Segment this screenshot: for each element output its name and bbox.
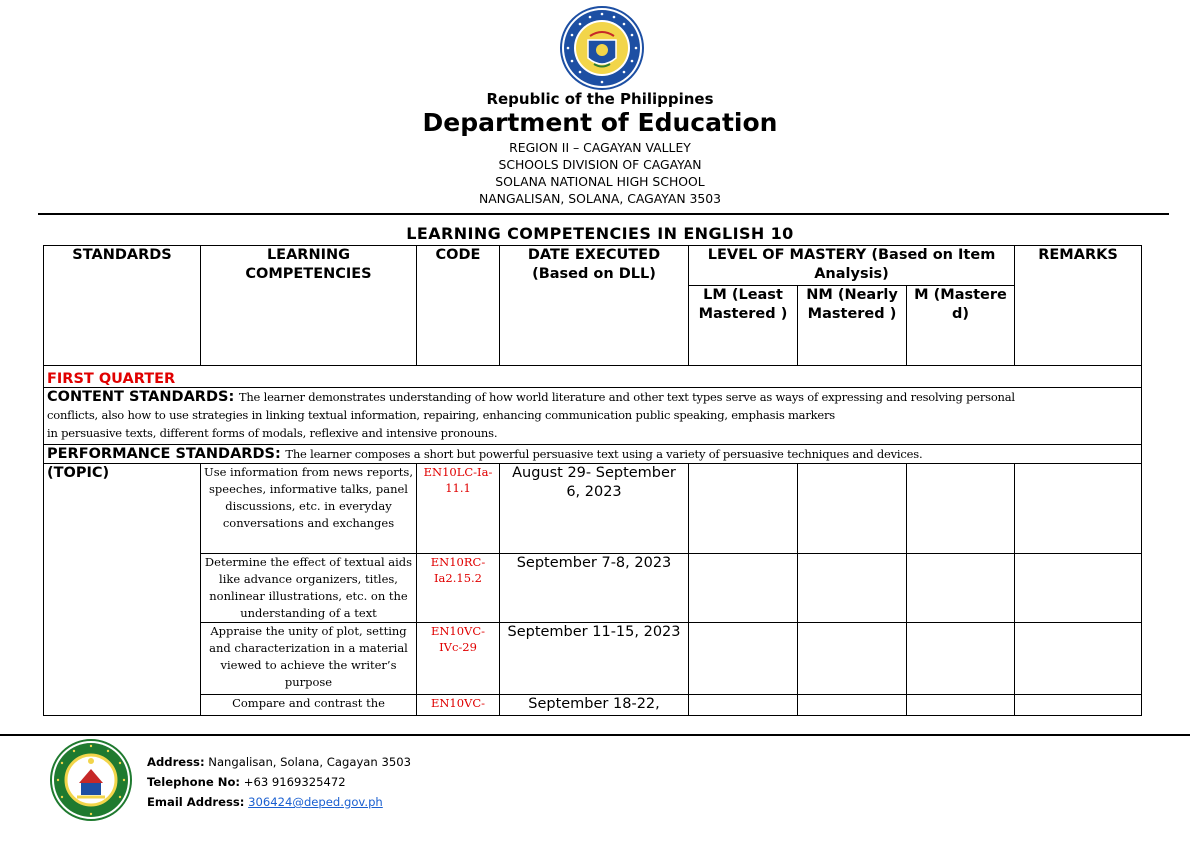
content-standards-row <box>44 388 1142 445</box>
header-nm: NM (Nearly Mastered ) <box>798 286 907 366</box>
performance-standards-text: The learner composes a short but powerful persuasive text using a variety of persuasive techniques and devices. <box>285 447 923 461</box>
division-line: SCHOOLS DIVISION OF CAGAYAN <box>498 157 702 172</box>
header-learning-competencies: LEARNING COMPETENCIES <box>201 246 417 366</box>
email-label: Email Address: <box>147 795 245 809</box>
telephone-label: Telephone No: <box>147 775 241 789</box>
competency-cell: Appraise the unity of plot, setting and characterization in a material viewed to achieve the writer’s purpose <box>201 623 417 695</box>
content-standards-label: CONTENT STANDARDS: <box>47 389 235 405</box>
header-remarks: REMARKS <box>1015 246 1142 366</box>
lm-cell <box>689 623 798 695</box>
department-heading: Department of Education <box>422 108 778 137</box>
lm-cell <box>689 554 798 623</box>
nm-cell <box>798 554 907 623</box>
remarks-cell <box>1015 623 1142 695</box>
header-m: M (Mastere d) <box>907 286 1015 366</box>
m-cell <box>907 554 1015 623</box>
email-link[interactable]: 306424@deped.gov.ph <box>248 795 383 809</box>
deped-seal-logo <box>560 6 644 90</box>
nm-cell <box>798 623 907 695</box>
address-label: Address: <box>147 755 205 769</box>
header-standards: STANDARDS <box>44 246 201 366</box>
m-cell <box>907 623 1015 695</box>
footer-email <box>147 792 411 812</box>
content-standards-text: The learner demonstrates understanding of how world literature and other text types serve as ways of expressing and resolving personal <box>238 390 1015 404</box>
performance-standards-label: PERFORMANCE STANDARDS: <box>47 446 281 462</box>
lm-cell <box>689 464 798 554</box>
code-cell: EN10VC-IVc-29 <box>417 623 500 695</box>
topic-cell: (TOPIC) <box>44 464 201 716</box>
region-line: REGION II – CAGAYAN VALLEY <box>509 140 691 155</box>
date-cell: September 7-8, 2023 <box>500 554 689 623</box>
table-row <box>44 464 1142 554</box>
header-code: CODE <box>417 246 500 366</box>
school-line: SOLANA NATIONAL HIGH SCHOOL <box>495 174 705 189</box>
footer-telephone <box>147 772 411 792</box>
date-cell: September 11-15, 2023 <box>500 623 689 695</box>
code-cell: EN10RC-Ia2.15.2 <box>417 554 500 623</box>
nm-cell <box>798 464 907 554</box>
header-level-of-mastery: LEVEL OF MASTERY (Based on Item Analysis) <box>689 246 1015 286</box>
remarks-cell <box>1015 554 1142 623</box>
table-row <box>44 554 1142 623</box>
republic-heading: Republic of the Philippines <box>486 90 714 108</box>
nm-cell <box>798 695 907 716</box>
competency-cell: Determine the effect of textual aids like advance organizers, titles, nonlinear illustrations, etc. on the understanding of a text <box>201 554 417 623</box>
document-title: LEARNING COMPETENCIES IN ENGLISH 10 <box>406 224 794 243</box>
footer-divider <box>0 734 1190 736</box>
m-cell <box>907 464 1015 554</box>
competencies-table <box>43 245 1142 716</box>
telephone-value: +63 9169325472 <box>243 775 346 789</box>
school-logo <box>50 739 132 821</box>
header-lm: LM (Least Mastered ) <box>689 286 798 366</box>
remarks-cell <box>1015 695 1142 716</box>
lm-cell <box>689 695 798 716</box>
header-date-executed: DATE EXECUTED (Based on DLL) <box>500 246 689 366</box>
address-value: Nangalisan, Solana, Cagayan 3503 <box>208 755 411 769</box>
code-cell: EN10VC- <box>417 695 500 716</box>
quarter-label: FIRST QUARTER <box>47 371 176 387</box>
competency-cell: Compare and contrast the <box>201 695 417 716</box>
content-standards-text-3: in persuasive texts, different forms of modals, reflexive and intensive pronouns. <box>47 426 498 440</box>
remarks-cell <box>1015 464 1142 554</box>
m-cell <box>907 695 1015 716</box>
footer-contact <box>147 752 411 812</box>
competency-cell: Use information from news reports, speeches, informative talks, panel discussions, etc. in everyday conversations and exchanges <box>201 464 417 554</box>
code-cell: EN10LC-Ia-11.1 <box>417 464 500 554</box>
footer-address <box>147 752 411 772</box>
school-address-line: NANGALISAN, SOLANA, CAGAYAN 3503 <box>478 191 722 206</box>
date-cell: August 29- September 6, 2023 <box>500 464 689 554</box>
content-standards-text-2: conflicts, also how to use strategies in linking textual information, repairing, enhancing communication public speaking, emphasis markers <box>47 408 836 422</box>
performance-standards-row <box>44 445 1142 464</box>
date-cell: September 18-22, <box>500 695 689 716</box>
table-row <box>44 623 1142 695</box>
table-row <box>44 695 1142 716</box>
header-divider <box>38 213 1169 215</box>
